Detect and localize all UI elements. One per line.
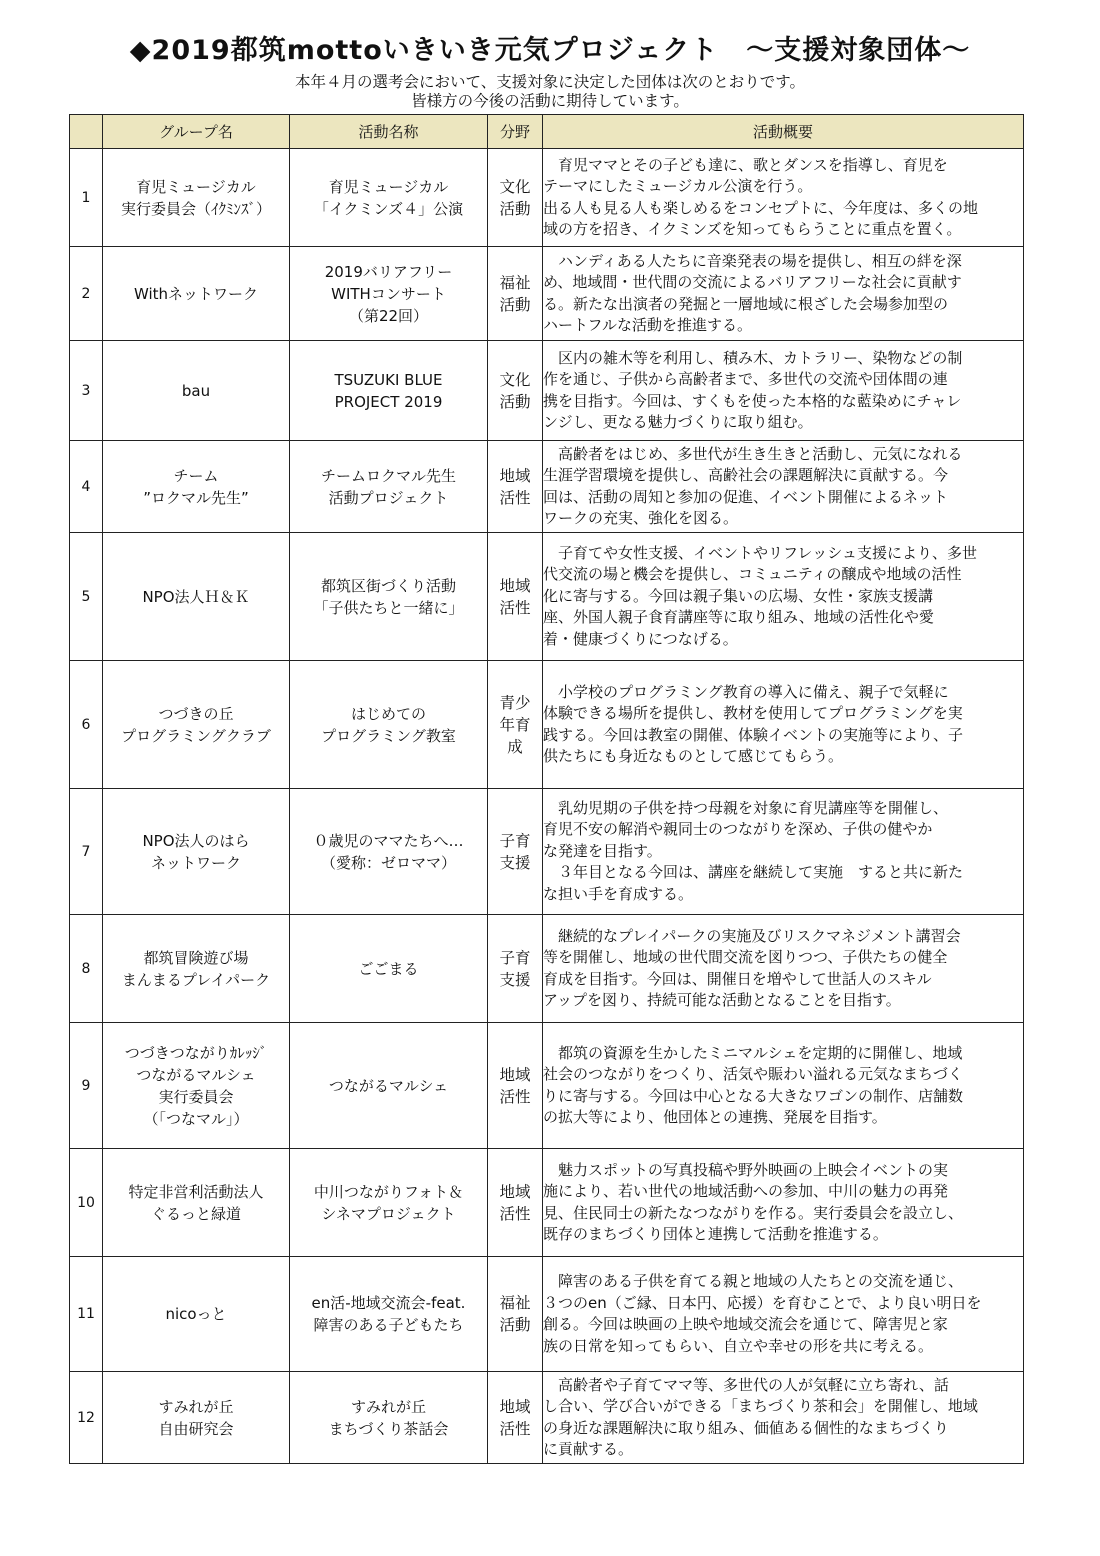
table-row: [70, 1372, 1024, 1464]
activity-name-cell-text: ごごまる: [358, 959, 419, 978]
summary-cell-text: 継続的なプレイパークの実施及びリスクマネジメント講習会 等を開催し、地域の世代間交流を図りつつ、子供たちの健全 育成を目指す。今回は、開催日を増やして世話人のスキル アップを図り、持続可能な活動となることを目指す。: [543, 926, 961, 1009]
field-cell: [488, 247, 543, 341]
row-number-text: 4: [81, 478, 91, 495]
group-name-cell: [103, 1149, 290, 1257]
summary-cell: [543, 149, 1024, 247]
activity-name-cell: [290, 149, 488, 247]
summary-cell: [543, 441, 1024, 533]
activity-name-cell-text: 2019バリアフリー WITHコンサート （第22回）: [324, 262, 453, 325]
row-number: [70, 1023, 103, 1149]
field-cell: [488, 1372, 543, 1464]
activity-name-cell-text: はじめての プログラミング教室: [321, 704, 456, 745]
table-row: [70, 789, 1024, 915]
field-cell-text: 福祉 活動: [499, 273, 531, 314]
row-number-text: 2: [81, 285, 91, 302]
group-name-cell-text: 特定非営利活動法人 ぐるっと緑道: [128, 1182, 264, 1223]
summary-cell: [543, 1257, 1024, 1372]
group-name-cell: [103, 247, 290, 341]
group-name-cell: [103, 149, 290, 247]
group-name-cell: [103, 661, 290, 789]
table-row: [70, 1257, 1024, 1372]
summary-cell: [543, 533, 1024, 661]
row-number-text: 6: [81, 716, 91, 733]
table-header-row: [70, 115, 1024, 149]
header-field: 分野: [488, 115, 543, 149]
summary-cell: [543, 247, 1024, 341]
field-cell-text: 福祉 活動: [499, 1294, 531, 1334]
group-name-cell-text: つづきつながりｶﾚｯｼﾞ つながるマルシェ 実行委員会 （「つなマル」）: [124, 1043, 268, 1128]
activity-name-cell-text: ０歳児のママたちへ… （愛称：ゼロママ）: [313, 831, 464, 872]
activity-name-cell: [290, 247, 488, 341]
group-name-cell-text: すみれが丘 自由研究会: [158, 1397, 234, 1438]
group-name-cell-text: nicoっと: [165, 1305, 227, 1323]
summary-cell-text: 子育てや女性支援、イベントやリフレッシュ支援により、多世 代交流の場と機会を提供し、コミュニティの醸成や地域の活性 化に寄与する。今回は親子集いの広場、女性・家族支援講 座、外国人親子食育講座等に取り組み、地域の活性化や愛 着・健康づくりにつなげる。: [543, 543, 977, 648]
field-cell-text: 地域 活性: [499, 1182, 531, 1223]
activity-name-cell-text: チームロクマル先生 活動プロジェクト: [320, 466, 456, 507]
row-number-text: 8: [81, 960, 91, 977]
summary-cell-text: 区内の雑木等を利用し、積み木、カトラリー、染物などの制 作を通じ、子供から高齢者まで、多世代の交流や団体間の連 携を目指す。今回は、すくもを使った本格的な藍染めにチャレ ンジし、更なる魅力づくりに取り組む。: [543, 348, 963, 431]
activity-name-cell-text: 中川つながりフォト＆ シネマプロジェクト: [313, 1182, 464, 1223]
activity-name-cell: [290, 661, 488, 789]
header-number: [70, 115, 103, 149]
activity-name-cell: [290, 1257, 488, 1372]
support-groups-table: [69, 114, 1024, 1464]
intro-line-1: 本年４月の選考会において、支援対象に決定した団体は次のとおりです。: [295, 73, 805, 91]
row-number: [70, 149, 103, 247]
summary-cell: [543, 1372, 1024, 1464]
activity-name-cell-text: TSUZUKI BLUE PROJECT 2019: [334, 370, 443, 411]
field-cell: [488, 149, 543, 247]
summary-cell-text: 高齢者や子育てママ等、多世代の人が気軽に立ち寄れ、話 し合い、学び合いができる「まちづくり茶和会」を開催し、地域 の身近な課題解決に取り組み、価値ある個性的なまちづくり に貢献する。: [543, 1375, 978, 1458]
group-name-cell: [103, 1257, 290, 1372]
row-number: [70, 1149, 103, 1257]
activity-name-cell: [290, 915, 488, 1023]
field-cell: [488, 533, 543, 661]
activity-name-cell-text: 都筑区街づくり活動 「子供たちと一緒に」: [313, 576, 464, 617]
summary-cell: [543, 341, 1024, 441]
header-activity-name: 活動名称: [290, 115, 488, 149]
summary-cell: [543, 661, 1024, 789]
row-number: [70, 661, 103, 789]
activity-name-cell-text: 育児ミュージカル 「イクミンズ４」公演: [313, 177, 464, 218]
group-name-cell-text: Withネットワーク: [133, 284, 259, 303]
header-summary: 活動概要: [543, 115, 1024, 149]
group-name-cell-text: チーム ”ロクマル先生”: [143, 466, 249, 507]
summary-cell-text: 障害のある子供を育てる親と地域の人たちとの交流を通じ、 ３つのen（ご縁、日本円、応援）を育むことで、より良い明日を 創る。今回は映画の上映や地域交流会を通じて、障害児と家 族の日常を知ってもらい、自立や幸せの形を共に考える。: [543, 1272, 982, 1355]
row-number-text: 12: [77, 1409, 95, 1426]
activity-name-cell: [290, 789, 488, 915]
row-number: [70, 533, 103, 661]
field-cell: [488, 661, 543, 789]
summary-cell: [543, 1023, 1024, 1149]
activity-name-cell: [290, 1023, 488, 1149]
summary-cell-text: 乳幼児期の子供を持つ母親を対象に育児講座等を開催し、 育児不安の解消や親同士のつながりを深め、子供の健やか な発達を目指す。 ３年目となる今回は、講座を継続して実施 すると共に新た な担い手を育成する。: [543, 798, 964, 903]
row-number: [70, 1257, 103, 1372]
row-number: [70, 1372, 103, 1464]
group-name-cell: [103, 1372, 290, 1464]
group-name-cell-text: NPO法人のはら ネットワーク: [142, 831, 250, 872]
field-cell-text: 地域 活性: [499, 1397, 531, 1438]
field-cell-text: 地域 活性: [499, 466, 531, 507]
field-cell-text: 青少年育成: [499, 693, 531, 756]
activity-name-cell: [290, 1149, 488, 1257]
row-number: [70, 341, 103, 441]
row-number-text: 5: [81, 588, 91, 605]
activity-name-cell: [290, 1372, 488, 1464]
group-name-cell: [103, 915, 290, 1023]
summary-cell-text: 高齢者をはじめ、多世代が生き生きと活動し、元気になれる 生涯学習環境を提供し、高齢社会の課題解決に貢献する。今 回は、活動の周知と参加の促進、イベント開催によるネット ワークの充実、強化を図る。: [543, 444, 963, 527]
group-name-cell-text: bau: [181, 381, 211, 400]
summary-cell: [543, 915, 1024, 1023]
table-row: [70, 341, 1024, 441]
row-number-text: 9: [81, 1077, 91, 1094]
row-number-text: 7: [81, 843, 91, 860]
group-name-cell-text: NPO法人Ｈ＆Ｋ: [142, 587, 250, 606]
activity-name-cell: [290, 533, 488, 661]
group-name-cell: [103, 533, 290, 661]
table-row: [70, 247, 1024, 341]
table-row: [70, 1149, 1024, 1257]
row-number: [70, 247, 103, 341]
field-cell: [488, 1149, 543, 1257]
field-cell-text: 文化 活動: [499, 370, 531, 411]
activity-name-cell-text: つながるマルシェ: [328, 1076, 449, 1095]
table-row: [70, 533, 1024, 661]
table-row: [70, 915, 1024, 1023]
field-cell-text: 地域 活性: [499, 1065, 531, 1106]
summary-cell-text: 小学校のプログラミング教育の導入に備え、親子で気軽に 体験できる場所を提供し、教材を使用してプログラミングを実 践する。今回は教室の開催、体験イベントの実施等により、子 供たちにも身近なものとして感じてもらう。: [543, 682, 964, 765]
row-number: [70, 441, 103, 533]
table-row: [70, 661, 1024, 789]
summary-cell: [543, 789, 1024, 915]
table-row: [70, 441, 1024, 533]
row-number-text: 1: [81, 189, 91, 206]
group-name-cell-text: 育児ミュージカル 実行委員会（ｲｸﾐﾝｽﾞ）: [120, 177, 271, 218]
field-cell: [488, 789, 543, 915]
row-number-text: 3: [81, 382, 91, 399]
activity-name-cell-text: すみれが丘 まちづくり茶話会: [328, 1397, 449, 1438]
field-cell: [488, 441, 543, 533]
header-group-name: グループ名: [103, 115, 290, 149]
summary-cell-text: ハンディある人たちに音楽発表の場を提供し、相互の絆を深 め、地域間・世代間の交流によるバリアフリーな社会に貢献す る。新たな出演者の発掘と一層地域に根ざした会場参加型の ハートフルな活動を推進する。: [543, 251, 962, 334]
field-cell-text: 地域 活性: [499, 576, 531, 617]
intro-line-2: 皆様方の今後の活動に期待しています。: [411, 92, 689, 110]
field-cell: [488, 1257, 543, 1372]
activity-name-cell: [290, 341, 488, 441]
table-row: [70, 1023, 1024, 1149]
group-name-cell: [103, 341, 290, 441]
row-number: [70, 915, 103, 1023]
field-cell-text: 文化 活動: [499, 177, 531, 218]
group-name-cell-text: 都筑冒険遊び場 まんまるプレイパーク: [121, 948, 271, 989]
page-title: ◆2019都筑mottoいきいき元気プロジェクト ～支援対象団体～: [129, 35, 971, 66]
table-row: [70, 149, 1024, 247]
activity-name-cell: [290, 441, 488, 533]
group-name-cell: [103, 441, 290, 533]
summary-cell-text: 魅力スポットの写真投稿や野外映画の上映会イベントの実 施により、若い世代の地域活動への参加、中川の魅力の再発 見、住民同士の新たなつながりを作る。実行委員会を設立し、 既存のまちづくり団体と連携して活動を推進する。: [543, 1160, 964, 1243]
summary-cell: [543, 1149, 1024, 1257]
field-cell-text: 子育 支援: [499, 948, 531, 989]
summary-cell-text: 都筑の資源を生かしたミニマルシェを定期的に開催し、地域 社会のつながりをつくり、活気や賑わい溢れる元気なまちづく りに寄与する。今回は中心となる大きなワゴンの制作、店舗数 の拡大等により、他団体との連携、発展を目指す。: [543, 1043, 964, 1126]
group-name-cell: [103, 789, 290, 915]
field-cell-text: 子育 支援: [499, 831, 531, 872]
field-cell: [488, 1023, 543, 1149]
field-cell: [488, 341, 543, 441]
field-cell: [488, 915, 543, 1023]
group-name-cell: [103, 1023, 290, 1149]
table-body: [70, 149, 1024, 1464]
group-name-cell-text: つづきの丘 プログラミングクラブ: [121, 704, 271, 745]
activity-name-cell-text: en活-地域交流会-feat. 障害のある子どもたち: [311, 1294, 466, 1334]
row-number: [70, 789, 103, 915]
summary-cell-text: 育児ママとその子ども達に、歌とダンスを指導し、育児を テーマにしたミュージカル公演を行う。 出る人も見る人も楽しめるをコンセプトに、今年度は、多くの地 域の方を招き、イクミンズを知ってもらうことに重点を置く。: [543, 155, 979, 238]
row-number-text: 11: [77, 1306, 95, 1322]
row-number-text: 10: [77, 1194, 95, 1211]
